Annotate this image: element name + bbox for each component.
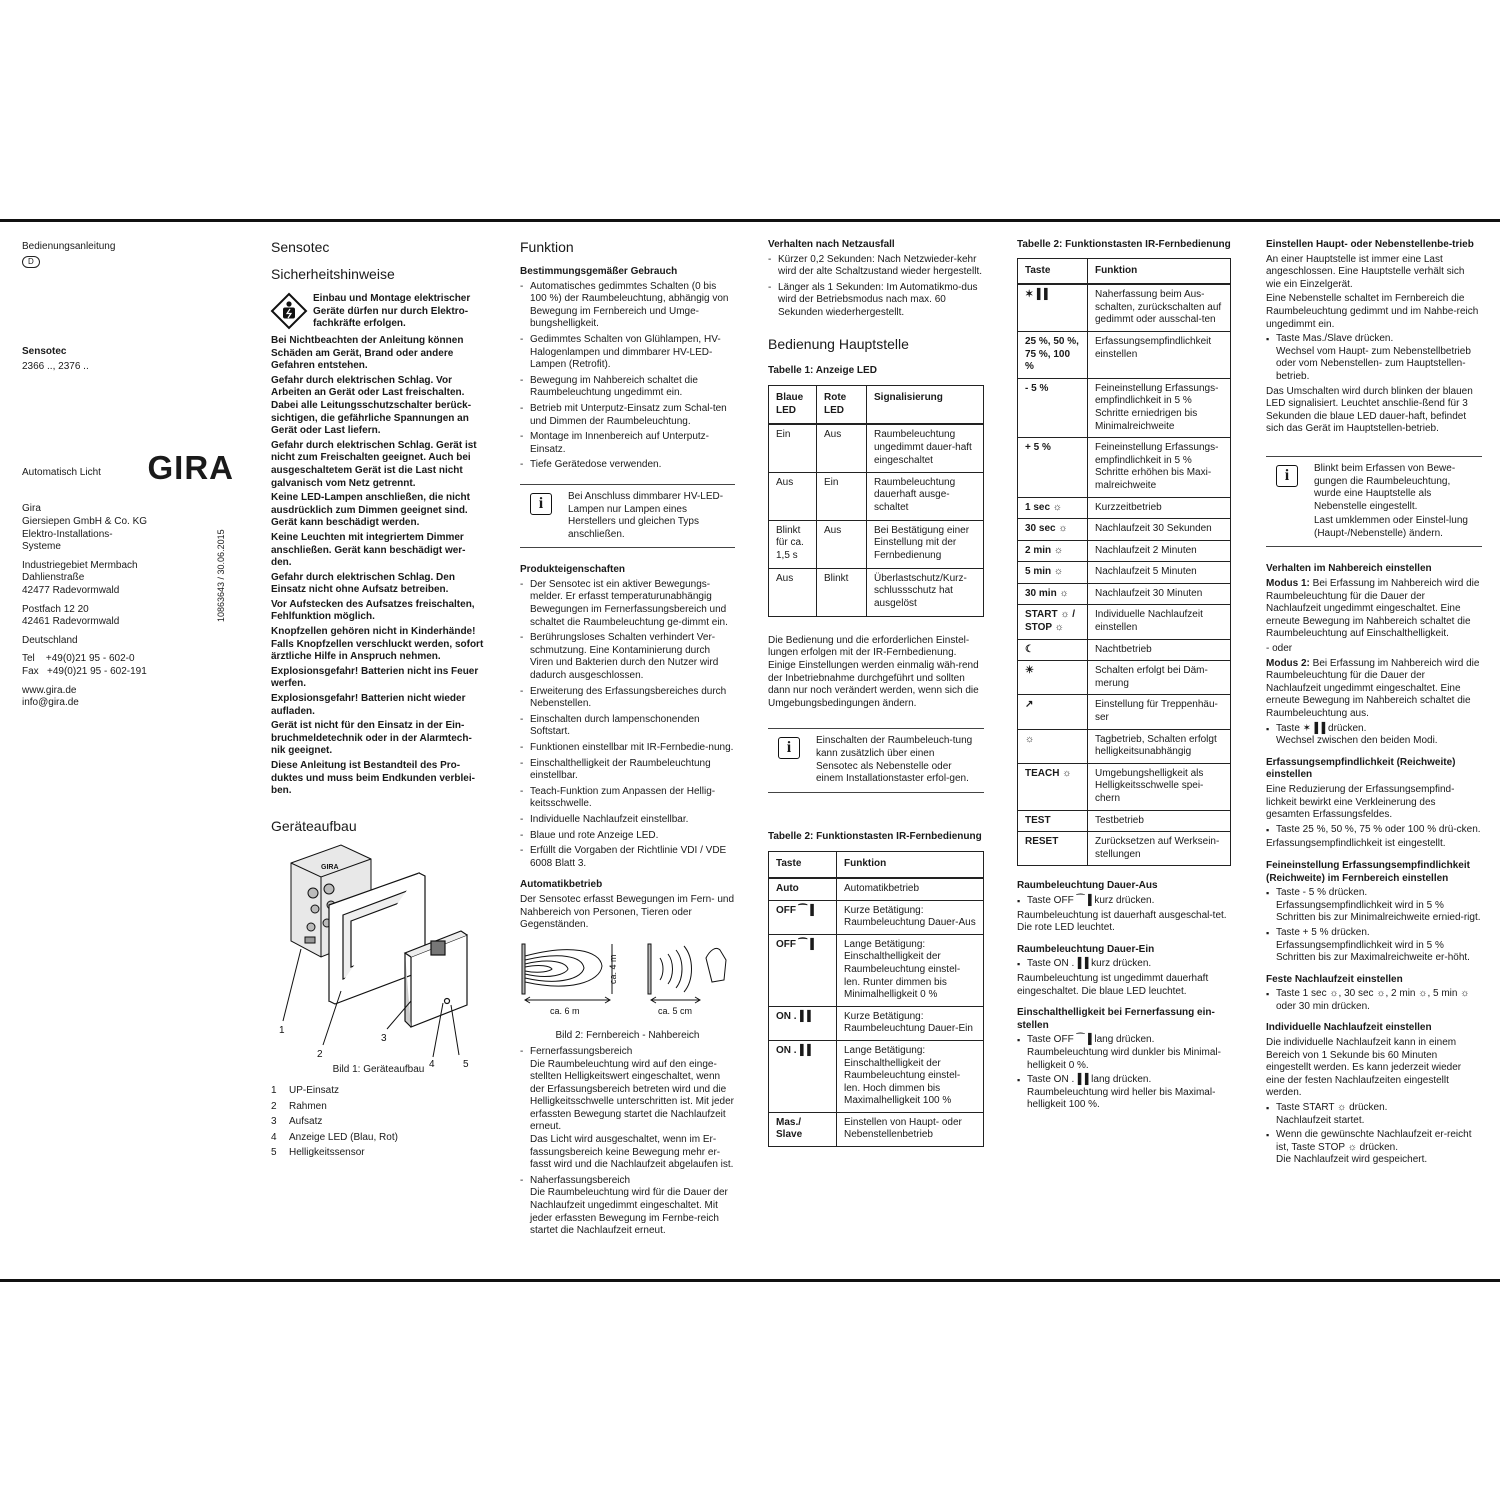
range-height-label: ca. 4 m <box>608 954 618 984</box>
fine-tuning-title: Feineinstellung Erfassungsempfindlichkeit (Reichweite) im Fernbereich einstellen <box>1266 859 1470 884</box>
mode-label: Modus 2: <box>1266 657 1310 669</box>
part-number: 3 <box>271 1116 277 1128</box>
table-cell: Aus <box>817 520 867 568</box>
sensitivity-steps <box>1266 824 1482 837</box>
permanent-off-text: Raumbeleuchtung ist dauerhaft ausgeschal-tet. Die rote LED leuchtet. <box>1017 909 1227 934</box>
individual-delay-text: Die individuelle Nachlaufzeit kann in einem Bereich von 1 Sekunde bis 60 Minuten eingestellt werden. Es kann jederzeit wieder eine der festen Nachlaufzeiten eingestellt werden. <box>1266 1037 1462 1099</box>
power-failure-title: Verhalten nach Netzausfall <box>768 239 895 250</box>
list-item: - Automatisches gedimmtes Schalten (0 bis 100 %) der Raumbeleuchtung, abhängig von Bewegung im Fernbereich und Umge-bungshelligkeit. <box>520 281 735 331</box>
table-header-row <box>769 386 984 425</box>
range-title: - Fernerfassungsbereich <box>530 1045 633 1057</box>
table-cell: Bei Bestätigung einer Einstellung mit der Fernbedienung <box>867 520 984 568</box>
address-line: Systeme <box>22 541 61 553</box>
key-cell: ☾ <box>1018 639 1088 661</box>
part-number: 1 <box>271 1084 277 1096</box>
table-cell: Überlastschutz/Kurz-schlussschutz hat ausgelöst <box>867 568 984 616</box>
list-item: - Einschalthelligkeit der Raumbeleuchtung einstellbar. <box>520 758 735 783</box>
table-row <box>1018 540 1231 562</box>
part-item <box>271 1132 486 1145</box>
table-row <box>769 472 984 520</box>
step-item: ▪ Taste OFF ⁀▐ kurz drücken. <box>1017 895 1231 908</box>
part-number: 2 <box>271 1100 277 1112</box>
address-line: Dahlienstraße <box>22 572 85 584</box>
sensitivity-text: Eine Reduzierung der Erfassungsempfind-lichkeit bewirkt eine Verkleinerung des gesamten Erfassungsfeldes. <box>1266 783 1455 821</box>
step-text: ▪ Wenn die gewünschte Nachlaufzeit er-reicht ist, Taste STOP ☼ drücken. <box>1276 1129 1472 1153</box>
step-item <box>1017 1034 1231 1072</box>
part-item <box>271 1085 486 1098</box>
table-row <box>1018 583 1231 605</box>
key-cell: 1 sec ☼ <box>1018 497 1088 519</box>
step-item: ▪ Taste ON .▐▐ kurz drücken. <box>1017 958 1231 971</box>
key-cell: 2 min ☼ <box>1018 540 1088 562</box>
table-cell: Blinkt für ca. 1,5 s <box>769 520 817 568</box>
table-row <box>1018 438 1231 497</box>
function-title: Funktion <box>520 239 574 255</box>
info-icon: i <box>778 737 800 759</box>
column-header: Signalisierung <box>867 386 984 425</box>
master-slave-title: Einstellen Haupt- oder Nebenstellenbe-trieb <box>1266 239 1474 250</box>
near-or: - oder <box>1266 643 1293 655</box>
intended-use-list <box>520 281 735 472</box>
table2-title: Tabelle 2: Funktionstasten IR-Fernbedienung <box>768 830 982 842</box>
mode-text: Bei Erfassung im Nahbereich wird die Raumbeleuchtung für die Dauer der Nachlaufzeit ungedimmt eingeschaltet. Eine erneute Bewegung im Nahbereich schaltet die Raumbeleuchtung aus. <box>1266 657 1480 719</box>
key-cell: ON .▐▐ <box>769 1040 837 1112</box>
safety-item: Vor Aufstecken des Aufsatzes freischalten, Fehlfunktion möglich. <box>271 598 475 623</box>
website-link[interactable]: www.gira.de <box>22 684 77 696</box>
figure-number: 1 <box>279 1024 285 1036</box>
function-cell: Lange Betätigung: Einschalthelligkeit der Raumbeleuchtung einstel-len. Hoch dimmen bis Maximalhelligkeit 100 % <box>837 1040 984 1112</box>
step-item <box>1266 1129 1482 1167</box>
figure-number: 4 <box>429 1058 435 1070</box>
remote-keys-table <box>768 851 984 1147</box>
column-6 <box>1266 222 1482 1169</box>
list-item: - Betrieb mit Unterputz-Einsatz zum Schal-ten und Dimmen der Raumbeleuchtung. <box>520 403 735 428</box>
list-item: - Gedimmtes Schalten von Glühlampen, HV-Halogenlampen und dimmbarer HV-LED-Lampen (Retrofit). <box>520 334 735 372</box>
key-cell: ↗ <box>1018 695 1088 729</box>
table-row <box>769 424 984 472</box>
near-mode2 <box>1266 658 1482 721</box>
key-cell: OFF ⁀▐ <box>769 934 837 1006</box>
part-label: Anzeige LED (Blau, Rot) <box>289 1131 398 1143</box>
language-badge: D <box>22 256 40 268</box>
gira-logo: GIRA <box>147 449 234 487</box>
table-row <box>1018 729 1231 763</box>
country: Deutschland <box>22 634 78 646</box>
function-cell: Einstellung für Treppenhäu-ser <box>1088 695 1231 729</box>
table-row <box>769 1112 984 1146</box>
table-row <box>769 1006 984 1040</box>
near-distance-label: ca. 5 cm <box>658 1005 693 1016</box>
auto-mode-text: Der Sensotec erfasst Bewegungen im Fern- und Nahbereich von Personen, Tieren oder Gegenständen. <box>520 893 734 931</box>
table-row <box>1018 695 1231 729</box>
info-icon: i <box>530 493 552 515</box>
step-text: ▪ Taste Mas./Slave drücken. <box>1276 333 1394 345</box>
function-cell: Zurücksetzen auf Werksein-stellungen <box>1088 832 1231 866</box>
info-note-text: Last umklemmen oder Einstel-lung (Haupt-/Nebenstelle) ändern. <box>1314 515 1468 539</box>
key-cell: START ☼ / STOP ☼ <box>1018 605 1088 639</box>
step-result: Nachlaufzeit startet. <box>1276 1114 1365 1126</box>
sensitivity-result: Erfassungsempfindlichkeit ist eingestellt. <box>1266 838 1446 850</box>
info-note <box>1266 456 1482 548</box>
step-result: Die Nachlaufzeit wird gespeichert. <box>1276 1154 1428 1166</box>
warning-lead <box>271 293 486 331</box>
table-row <box>1018 810 1231 832</box>
list-item: - Bewegung im Nahbereich schaltet die Raumbeleuchtung ungedimmt ein. <box>520 375 735 400</box>
function-cell: Nachlaufzeit 30 Minuten <box>1088 583 1231 605</box>
key-cell: ON .▐▐ <box>769 1006 837 1040</box>
key-cell: ✶▐▐ <box>1018 284 1088 331</box>
address-line: Postfach 12 20 <box>22 603 89 615</box>
list-item: - Einschalten durch lampenschonenden Softstart. <box>520 714 735 739</box>
table-row <box>1018 497 1231 519</box>
brand-block <box>22 425 237 485</box>
table-row <box>1018 832 1231 866</box>
part-label: Rahmen <box>289 1100 327 1112</box>
remote-keys-table-continued <box>1017 258 1231 867</box>
key-cell: TEACH ☼ <box>1018 763 1088 810</box>
part-item <box>271 1101 486 1114</box>
master-slave-text: Eine Nebenstelle schaltet im Fernbereich die Raumbeleuchtung gedimmt und im Nahbe-reich ungedimmt ein. <box>1266 293 1479 330</box>
mode-label: Modus 1: <box>1266 578 1310 590</box>
part-label: UP-Einsatz <box>289 1084 340 1096</box>
step-item <box>1266 1102 1482 1127</box>
function-cell: Nachlaufzeit 30 Sekunden <box>1088 519 1231 541</box>
table-row <box>1018 661 1231 695</box>
column-header: Taste <box>1018 258 1088 284</box>
instruction-sheet <box>0 219 1500 1282</box>
column-4 <box>768 222 984 1147</box>
list-item <box>520 1046 735 1172</box>
step-text: ▪ Taste START ☼ drücken. <box>1276 1102 1388 1114</box>
function-cell: Erfassungsempfindlichkeit einstellen <box>1088 331 1231 378</box>
safety-item: Gefahr durch elektrischen Schlag. Gerät ist nicht zum Freischalten geeignet. Auch bei ausgeschaltetem Gerät ist die Last nicht galvanisch vom Netz getrennt. <box>271 439 477 489</box>
step-item: ▪ Taste 25 %, 50 %, 75 % oder 100 % drü-cken. <box>1266 824 1482 837</box>
list-item: - Blaue und rote Anzeige LED. <box>520 830 735 843</box>
step-item <box>1266 927 1482 965</box>
step-text: ▪ Taste - 5 % drücken. <box>1276 887 1368 899</box>
function-cell: Kurze Betätigung: Raumbeleuchtung Dauer-Ein <box>837 1006 984 1040</box>
info-note-text: Einschalten der Raumbeleuch-tung kann zusätzlich über einen Sensotec als Nebenstelle oder einem Installationstaster erfol-gen. <box>816 735 973 785</box>
master-slave-text: Das Umschalten wird durch blinken der blauen LED signalisiert. Leuchtet anschlie-ßend für 3 Sekunden die blaue LED dauer-haft, befindet sich das Gerät im Hauptstellen-betrieb. <box>1266 385 1473 435</box>
article-number: 2366 .., 2376 .. <box>22 360 89 372</box>
function-cell: Tagbetrieb, Schalten erfolgt helligkeitsunabhängig <box>1088 729 1231 763</box>
table-row <box>1018 562 1231 584</box>
figure2-caption: Bild 2: Fernbereich - Nahbereich <box>555 1030 700 1042</box>
column-header: Funktion <box>1088 258 1231 284</box>
column-header: Blaue LED <box>769 386 817 425</box>
key-cell: Mas./ Slave <box>769 1112 837 1146</box>
table-row <box>1018 378 1231 437</box>
part-item <box>271 1116 486 1129</box>
operation-text: Die Bedienung und die erforderlichen Einstel-lungen erfolgen mit der IR-Fernbedienung. Einige Einstellungen werden einmalig wäh-rend der Inbetriebnahme durchgeführt und sollten dann nur noch verändert werden, wenn sich die Umgebungsbedingungen ändern. <box>768 634 979 709</box>
electrician-warning-icon <box>271 293 307 329</box>
permanent-on-text: Raumbeleuchtung ist ungedimmt dauerhaft eingeschaltet. Die blaue LED leuchtet. <box>1017 972 1209 997</box>
safety-item: Bei Nichtbeachten der Anleitung können Schäden am Gerät, Brand oder andere Gefahren entstehen. <box>271 335 464 372</box>
address-street <box>22 560 237 598</box>
step-item <box>1266 723 1482 748</box>
table2-continued-title: Tabelle 2: Funktionstasten IR-Fernbedienung <box>1017 239 1231 250</box>
list-item: - Erweiterung des Erfassungsbereiches durch Nebenstellen. <box>520 686 735 711</box>
table-row <box>769 900 984 934</box>
column-1 <box>22 222 237 710</box>
individual-delay-title: Individuelle Nachlaufzeit einstellen <box>1266 1022 1432 1034</box>
function-cell: Individuelle Nachlaufzeit einstellen <box>1088 605 1231 639</box>
fax: Fax +49(0)21 95 - 602-191 <box>22 665 147 677</box>
step-result: Erfassungsempfindlichkeit wird in 5 % Schritten bis zur Minimalreichweite ernied-rigt. <box>1276 899 1481 924</box>
key-cell: TEST <box>1018 810 1088 832</box>
address-line: Giersiepen GmbH & Co. KG <box>22 515 148 527</box>
table-cell: Raumbeleuchtung dauerhaft ausge-schaltet <box>867 472 984 520</box>
list-item: - Länger als 1 Sekunden: Im Automatikmo-dus wird der Betriebsmodus nach max. 60 Sekunden wiederhergestellt. <box>768 282 984 320</box>
step-item <box>1266 333 1482 383</box>
step-result: Wechsel zwischen den beiden Modi. <box>1276 735 1438 747</box>
column-header: Rote LED <box>817 386 867 425</box>
function-cell: Nachlaufzeit 2 Minuten <box>1088 540 1231 562</box>
function-cell: Kurze Betätigung: Raumbeleuchtung Dauer-Aus <box>837 900 984 934</box>
permanent-on-title: Raumbeleuchtung Dauer-Ein <box>1017 943 1155 955</box>
list-item: - Der Sensotec ist ein aktiver Bewegungs-melder. Er erfasst temperaturunabhängig Bewegungen im Fernerfassungsbereich und schaltet die Raumbeleuchtung ge-dimmt ein. <box>520 579 735 629</box>
part-number: 4 <box>271 1131 277 1143</box>
list-item: - Tiefe Gerätedose verwenden. <box>520 459 735 472</box>
main-operation-title: Bedienung Hauptstelle <box>768 335 909 352</box>
part-label: Helligkeitssensor <box>289 1147 365 1159</box>
table-row <box>1018 639 1231 661</box>
led-table <box>768 385 984 617</box>
range-text: Die Raumbeleuchtung wird auf den einge-stellten Helligkeitswert eingeschaltet, wenn der Erfassungsbereich betreten wird und die Helligkeitsschwelle unterschritten ist. Mit jeder erfassten Bewegung startet die Nachlaufzeit erneut. <box>530 1058 734 1133</box>
table-row <box>769 878 984 900</box>
table-cell: Aus <box>769 472 817 520</box>
doc-type: Bedienungsanleitung <box>22 241 116 252</box>
key-cell: ☀ <box>1018 661 1088 695</box>
table-row <box>1018 519 1231 541</box>
info-note-text: Bei Anschluss dimmbarer HV-LED-Lampen nur Lampen eines Herstellers und gleichen Typs anschließen. <box>568 490 724 540</box>
fixed-delay-steps <box>1266 988 1482 1013</box>
safety-item: Explosionsgefahr! Batterien nicht ins Feuer werfen. <box>271 665 479 690</box>
near-range-title: Verhalten im Nahbereich einstellen <box>1266 563 1432 575</box>
safety-title: Sicherheitshinweise <box>271 266 395 282</box>
permanent-off-title: Raumbeleuchtung Dauer-Aus <box>1017 880 1158 892</box>
figure1-caption: Bild 1: Geräteaufbau <box>332 1064 425 1076</box>
list-item: - Kürzer 0,2 Sekunden: Nach Netzwieder-kehr wird der alte Schaltzustand wieder hergestellt. <box>768 254 984 279</box>
safety-item: Keine Leuchten mit integriertem Dimmer anschließen. Gerät kann beschädigt wer-den. <box>271 531 466 569</box>
range-text: Die Raumbeleuchtung wird für die Dauer der Nachlaufzeit ungedimmt eingeschaltet. Mit jeder erfassten Bewegung im Fernbe-reich startet die Nachlaufzeit erneut. <box>530 1187 728 1237</box>
part-number: 5 <box>271 1147 277 1159</box>
key-cell: 30 min ☼ <box>1018 583 1088 605</box>
range-text: Das Licht wird ausgeschaltet, wenn im Er-fassungsbereich keine Bewegung mehr er-fasst wird und die Nachlaufzeit abgelaufen ist. <box>530 1134 734 1171</box>
step-text: ▪ Taste + 5 % drücken. <box>1276 926 1370 938</box>
properties-list <box>520 579 735 870</box>
range-width-label: ca. 6 m <box>550 1005 580 1016</box>
table-row <box>769 1040 984 1112</box>
step-result: Wechsel vom Haupt- zum Nebenstellbetrieb oder vom Nebenstellen- zum Hauptstellen-betrieb. <box>1276 345 1471 382</box>
product-title: Sensotec <box>271 239 330 255</box>
step-text: ▪ Taste ✶▐▐ drücken. <box>1276 722 1367 734</box>
address-line: Gira <box>22 503 41 515</box>
warning-lead-text: Einbau und Montage elektrischer Geräte dürfen nur durch Elektro-fachkräfte erfolgen. <box>313 293 471 330</box>
column-3 <box>520 222 735 1241</box>
list-item: - Erfüllt die Vorgaben der Richtlinie VDI / VDE 6008 Blatt 3. <box>520 845 735 870</box>
key-cell: OFF ⁀▐ <box>769 900 837 934</box>
list-item: - Individuelle Nachlaufzeit einstellbar. <box>520 814 735 827</box>
function-cell: Kurzzeitbetrieb <box>1088 497 1231 519</box>
fine-tuning-steps <box>1266 887 1482 965</box>
safety-item: Gefahr durch elektrischen Schlag. Den Einsatz nicht ohne Aufsatz betreiben. <box>271 571 455 596</box>
function-cell: Nachtbetrieb <box>1088 639 1231 661</box>
email-link[interactable]: info@gira.de <box>22 697 79 709</box>
table-cell: Aus <box>817 424 867 472</box>
table-row <box>1018 763 1231 810</box>
column-header: Taste <box>769 852 837 878</box>
safety-item: Gefahr durch elektrischen Schlag. Vor Arbeiten an Gerät oder Last freischalten. Dabei alle Leitungsschutzschalter berück-sichtigen, die gefährliche Spannungen an Gerät oder Last liefern. <box>271 374 472 437</box>
table-row <box>1018 605 1231 639</box>
address-postbox <box>22 604 237 629</box>
near-range-steps <box>1266 723 1482 748</box>
table-row <box>769 520 984 568</box>
safety-item: Explosionsgefahr! Batterien nicht wieder aufladen. <box>271 693 466 717</box>
product-name: Sensotec <box>22 346 67 358</box>
power-failure-list <box>768 254 984 320</box>
key-cell: + 5 % <box>1018 438 1088 497</box>
detection-range-figure <box>520 940 735 1022</box>
key-cell: ☼ <box>1018 729 1088 763</box>
tagline: Automatisch Licht <box>22 466 101 478</box>
key-cell: 25 %, 50 %, 75 %, 100 % <box>1018 331 1088 378</box>
address-line: 42461 Radevormwald <box>22 616 120 628</box>
table-cell: Blinkt <box>817 568 867 616</box>
list-item: - Funktionen einstellbar mit IR-Fernbedie-nung. <box>520 742 735 755</box>
table-row <box>769 934 984 1006</box>
figure-number: 5 <box>463 1058 469 1070</box>
figure-numbers <box>279 1025 469 1070</box>
step-item: ▪ Taste 1 sec ☼, 30 sec ☼, 2 min ☼, 5 min ☼ oder 30 min drücken. <box>1266 988 1482 1013</box>
info-note-text: Blinkt beim Erfassen von Bewe-gungen die Raumbeleuchtung, wurde eine Hauptstelle als Nebenstelle eingestellt. <box>1314 462 1456 512</box>
safety-item: Knopfzellen gehören nicht in Kinderhände! Falls Knopfzellen verschluckt werden, sofort ärztliche Hilfe in Anspruch nehmen. <box>271 626 484 663</box>
table-cell: Aus <box>769 568 817 616</box>
figure-number: 3 <box>381 1032 387 1044</box>
part-label: Aufsatz <box>289 1116 323 1128</box>
switch-on-brightness-steps <box>1017 1034 1231 1112</box>
step-result: Raumbeleuchtung wird heller bis Maximal-helligkeit 100 %. <box>1027 1086 1216 1111</box>
range-title: - Naherfassungsbereich <box>530 1174 631 1186</box>
build-title: Geräteaufbau <box>271 817 357 834</box>
address-line: Elektro-Installations- <box>22 528 113 540</box>
switch-on-brightness-title: Einschalthelligkeit bei Fernerfassung ein-stellen <box>1017 1007 1215 1031</box>
safety-notes <box>271 293 486 798</box>
info-icon: i <box>1276 465 1298 487</box>
address-line: Industriegebiet Mermbach <box>22 559 138 571</box>
column-5 <box>1017 222 1231 1114</box>
info-note <box>520 484 735 548</box>
function-cell: Einstellen von Haupt- oder Nebenstellenbetrieb <box>837 1112 984 1146</box>
table-row <box>769 568 984 616</box>
step-result: Erfassungsempfindlichkeit wird in 5 % Schritten bis zur Maximalreichweite er-höht. <box>1276 939 1470 964</box>
key-cell: RESET <box>1018 832 1088 866</box>
table-row <box>1018 284 1231 331</box>
function-cell: Naherfassung beim Aus-schalten, zurückschalten auf gedimmt oder ausschal-ten <box>1088 284 1231 331</box>
list-item: - Montage im Innenbereich auf Unterputz-Einsatz. <box>520 431 735 456</box>
step-item <box>1017 1074 1231 1112</box>
individual-delay-steps <box>1266 1102 1482 1167</box>
step-text: ▪ Taste OFF ⁀▐ lang drücken. <box>1027 1034 1155 1046</box>
sensitivity-title: Erfassungsempfindlichkeit (Reichweite) einstellen <box>1266 756 1456 781</box>
function-cell: Schalten erfolgt bei Däm-merung <box>1088 661 1231 695</box>
key-cell: 30 sec ☼ <box>1018 519 1088 541</box>
key-cell: Auto <box>769 878 837 900</box>
part-item <box>271 1147 486 1160</box>
near-range-drawing <box>648 944 726 1003</box>
address-company <box>22 503 237 553</box>
figure-brand-label: GIRA <box>321 863 339 871</box>
address-line: 42477 Radevormwald <box>22 584 120 596</box>
permanent-on-steps <box>1017 958 1231 971</box>
phone: Tel +49(0)21 95 - 602-0 <box>22 653 135 665</box>
master-slave-text: An einer Hauptstelle ist immer eine Last angeschlossen. Eine Hauptstelle verhält sich wie ein Einzelgerät. <box>1266 253 1465 290</box>
table1-title: Tabelle 1: Anzeige LED <box>768 364 877 376</box>
far-range-drawing <box>522 944 612 1003</box>
list-item: - Teach-Funktion zum Anpassen der Hellig-keitsschwelle. <box>520 786 735 811</box>
function-cell: Lange Betätigung: Einschalthelligkeit der Raumbeleuchtung einstel-len. Runter dimmen bis Minimalhelligkeit 0 % <box>837 934 984 1006</box>
function-cell: Automatikbetrieb <box>837 878 984 900</box>
function-cell: Nachlaufzeit 5 Minuten <box>1088 562 1231 584</box>
fixed-delay-title: Feste Nachlaufzeit einstellen <box>1266 973 1403 985</box>
function-cell: Feineinstellung Erfassungs-empfindlichkeit in 5 % Schritte erhöhen bis Maxi-malreichweite <box>1088 438 1231 497</box>
permanent-off-steps <box>1017 895 1231 908</box>
function-cell: Testbetrieb <box>1088 810 1231 832</box>
info-note <box>768 728 984 792</box>
column-2 <box>271 222 486 1163</box>
table-cell: Raumbeleuchtung ungedimmt dauer-haft eingeschaltet <box>867 424 984 472</box>
step-item <box>1266 887 1482 925</box>
parts-list <box>271 1085 486 1160</box>
intended-use-title: Bestimmungsgemäßer Gebrauch <box>520 266 678 277</box>
list-item: - Berührungsloses Schalten verhindert Ver-schmutzung. Eine Kontaminierung durch Viren und Bakterien durch den Nutzer wird dadurch ausgeschlossen. <box>520 632 735 682</box>
safety-item: Keine LED-Lampen anschließen, die nicht ausdrücklich zum Dimmen geeignet sind. Gerät kann beschädigt werden. <box>271 492 470 529</box>
safety-item: Diese Anleitung ist Bestandteil des Pro-duktes und muss beim Endkunden verblei-ben. <box>271 760 475 797</box>
mode-text: Bei Erfassung im Nahbereich wird die Raumbeleuchtung für die Dauer der Nachlaufzeit ungedimmt eingeschaltet. Eine erneute Bewegung im Nahbereich schaltet die Raumbeleuchtung auf Einschalthelligkeit. <box>1266 578 1480 640</box>
key-cell: 5 min ☼ <box>1018 562 1088 584</box>
step-result: Raumbeleuchtung wird dunkler bis Minimal-helligkeit 0 %. <box>1027 1046 1221 1071</box>
key-cell: - 5 % <box>1018 378 1088 437</box>
master-slave-steps <box>1266 333 1482 383</box>
near-mode1 <box>1266 578 1482 641</box>
range-list <box>520 1046 735 1238</box>
table-row <box>1018 331 1231 378</box>
properties-title: Produkteigenschaften <box>520 564 626 576</box>
column-header: Funktion <box>837 852 984 878</box>
table-cell: Ein <box>769 424 817 472</box>
table-header-row <box>769 852 984 878</box>
safety-item: Gerät ist nicht für den Einsatz in der Ein-bruchmeldetechnik oder in der Alarmtech-nik geeignet. <box>271 720 472 757</box>
function-cell: Umgebungshelligkeit als Helligkeitsschwelle spei-chern <box>1088 763 1231 810</box>
figure-number: 2 <box>317 1048 323 1060</box>
table-header-row <box>1018 258 1231 284</box>
auto-mode-title: Automatikbetrieb <box>520 879 603 891</box>
list-item <box>520 1175 735 1238</box>
table-cell: Ein <box>817 472 867 520</box>
document-reference: 10863643 / 30.06.2015 <box>216 529 226 622</box>
step-text: ▪ Taste ON .▐▐ lang drücken. <box>1027 1074 1152 1086</box>
function-cell: Feineinstellung Erfassungs-empfindlichkeit in 5 % Schritte erniedrigen bis Minimalreichweite <box>1088 378 1231 437</box>
